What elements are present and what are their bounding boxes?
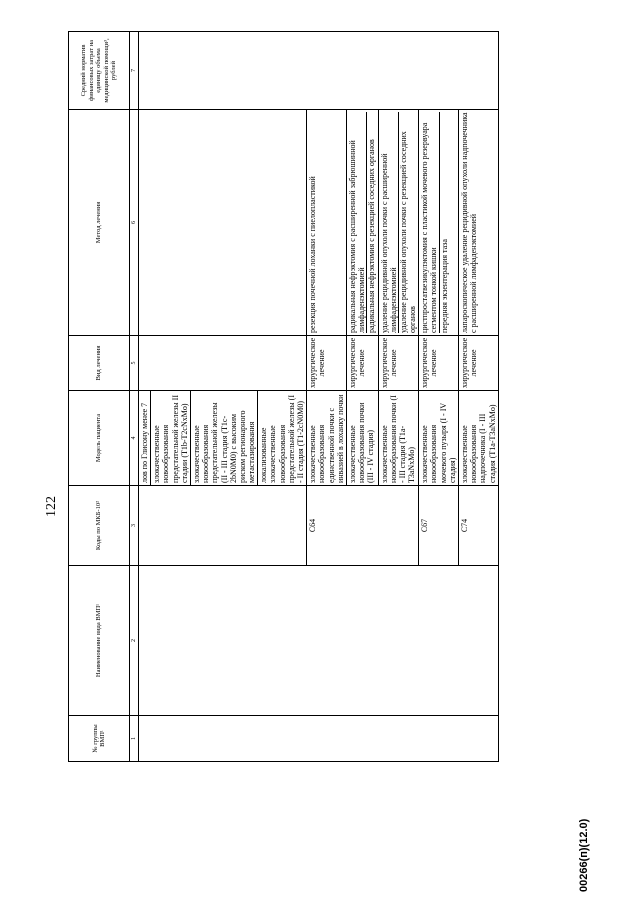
icd-code-cell: C74	[459, 486, 499, 566]
footer-code: 00266(п)(12.0)	[578, 818, 590, 892]
page-number: 122	[44, 496, 59, 517]
treatment-type-cell: хирургическое лечение	[419, 336, 459, 391]
column-number: 7	[130, 32, 139, 110]
treatment-method-cell	[139, 110, 307, 336]
column-number: 4	[130, 391, 139, 486]
rotated-page	[40, 12, 600, 892]
patient-model-cell: злокачественные новообразования почки (I - III стадия (T1a-T3aNxMo)	[378, 391, 419, 486]
header-patient-model: Модель пациента	[69, 391, 130, 486]
cost-cell	[139, 32, 499, 110]
patient-model-cell: лов по Глисону менее 7	[139, 391, 151, 486]
header-treatment-method: Метод лечения	[69, 110, 130, 336]
icd-code-cell: C67	[419, 486, 459, 566]
column-number-row	[130, 32, 139, 762]
icd-code-cell: C64	[307, 486, 419, 566]
method-line: передняя экзентерация таза	[439, 239, 449, 333]
patient-model-cell: злокачественные новообразования единственной почки с инвазией в лоханку почки	[307, 391, 347, 486]
treatment-type-cell: хирургическое лечение	[459, 336, 499, 391]
patient-model-cell: злокачественные новообразования предстательной железы (II - III стадия (T1c-2bN0M0) с высоким риском регионарного метастазирования	[190, 391, 257, 486]
method-line: радикальная нефрэктомия с расширенной забрюшинной лимфаденэктомией	[348, 112, 367, 333]
treatment-method-cell: резекция почечной лоханки с пиелопластикой	[307, 110, 347, 336]
column-number: 1	[130, 716, 139, 762]
header-icd-codes: Коды по МКБ-10²	[69, 486, 130, 566]
treatment-type-cell: хирургическое лечение	[307, 336, 347, 391]
column-number: 2	[130, 566, 139, 716]
treatment-method-cell: лапароскопическое удаление рецидивной опухоли надпочечника с расширенной лимфаденэктомией	[459, 110, 499, 336]
treatment-type-cell	[139, 336, 307, 391]
table-row	[139, 32, 151, 762]
header-cost-standard: Средний норматив финансовых затрат на единицу объема медицинской помощи³, рублей	[69, 32, 130, 110]
patient-model-cell: злокачественные новообразования почки (III - IV стадия)	[346, 391, 378, 486]
header-group-number: № группы ВМП¹	[69, 716, 130, 762]
vmp-name-cell	[139, 566, 499, 716]
method-line: удаление рецидивной опухоли почки с резекцией соседних органов	[398, 131, 418, 333]
icd-code-cell	[139, 486, 307, 566]
group-number-cell	[139, 716, 499, 762]
header-row	[69, 32, 130, 762]
method-line: удаление рецидивной опухоли почки с расширенной лимфаденэктомией	[380, 112, 399, 333]
column-number: 6	[130, 110, 139, 336]
patient-model-cell: злокачественные новообразования предстательной железы II стадии (T1b-T2cNxMo)	[151, 391, 191, 486]
method-line: цистпростатвезикулэктомия с пластикой мочевого резервуара сегментом тонкой кишки	[420, 112, 439, 333]
method-line: радикальная нефрэктомия с резекцией соседних органов	[367, 139, 377, 333]
column-number: 3	[130, 486, 139, 566]
patient-model-cell: локализованные злокачественные новообразования предстательной железы (I - II стадия (T1-2cN0M0)	[258, 391, 307, 486]
column-number: 5	[130, 336, 139, 391]
treatment-type-cell: хирургическое лечение	[378, 336, 419, 391]
treatment-method-cell	[346, 110, 378, 336]
header-vmp-name: Наименование вида ВМП¹	[69, 566, 130, 716]
header-treatment-type: Вид лечения	[69, 336, 130, 391]
treatment-method-cell	[419, 110, 459, 336]
patient-model-cell: злокачественные новообразования мочевого пузыря (I - IV стадия)	[419, 391, 459, 486]
treatment-method-cell	[378, 110, 419, 336]
patient-model-cell: злокачественные новообразования надпочечника (I - III стадия (T1a-T3aNxMo)	[459, 391, 499, 486]
treatment-type-cell: хирургическое лечение	[346, 336, 378, 391]
treatment-table	[68, 31, 499, 762]
